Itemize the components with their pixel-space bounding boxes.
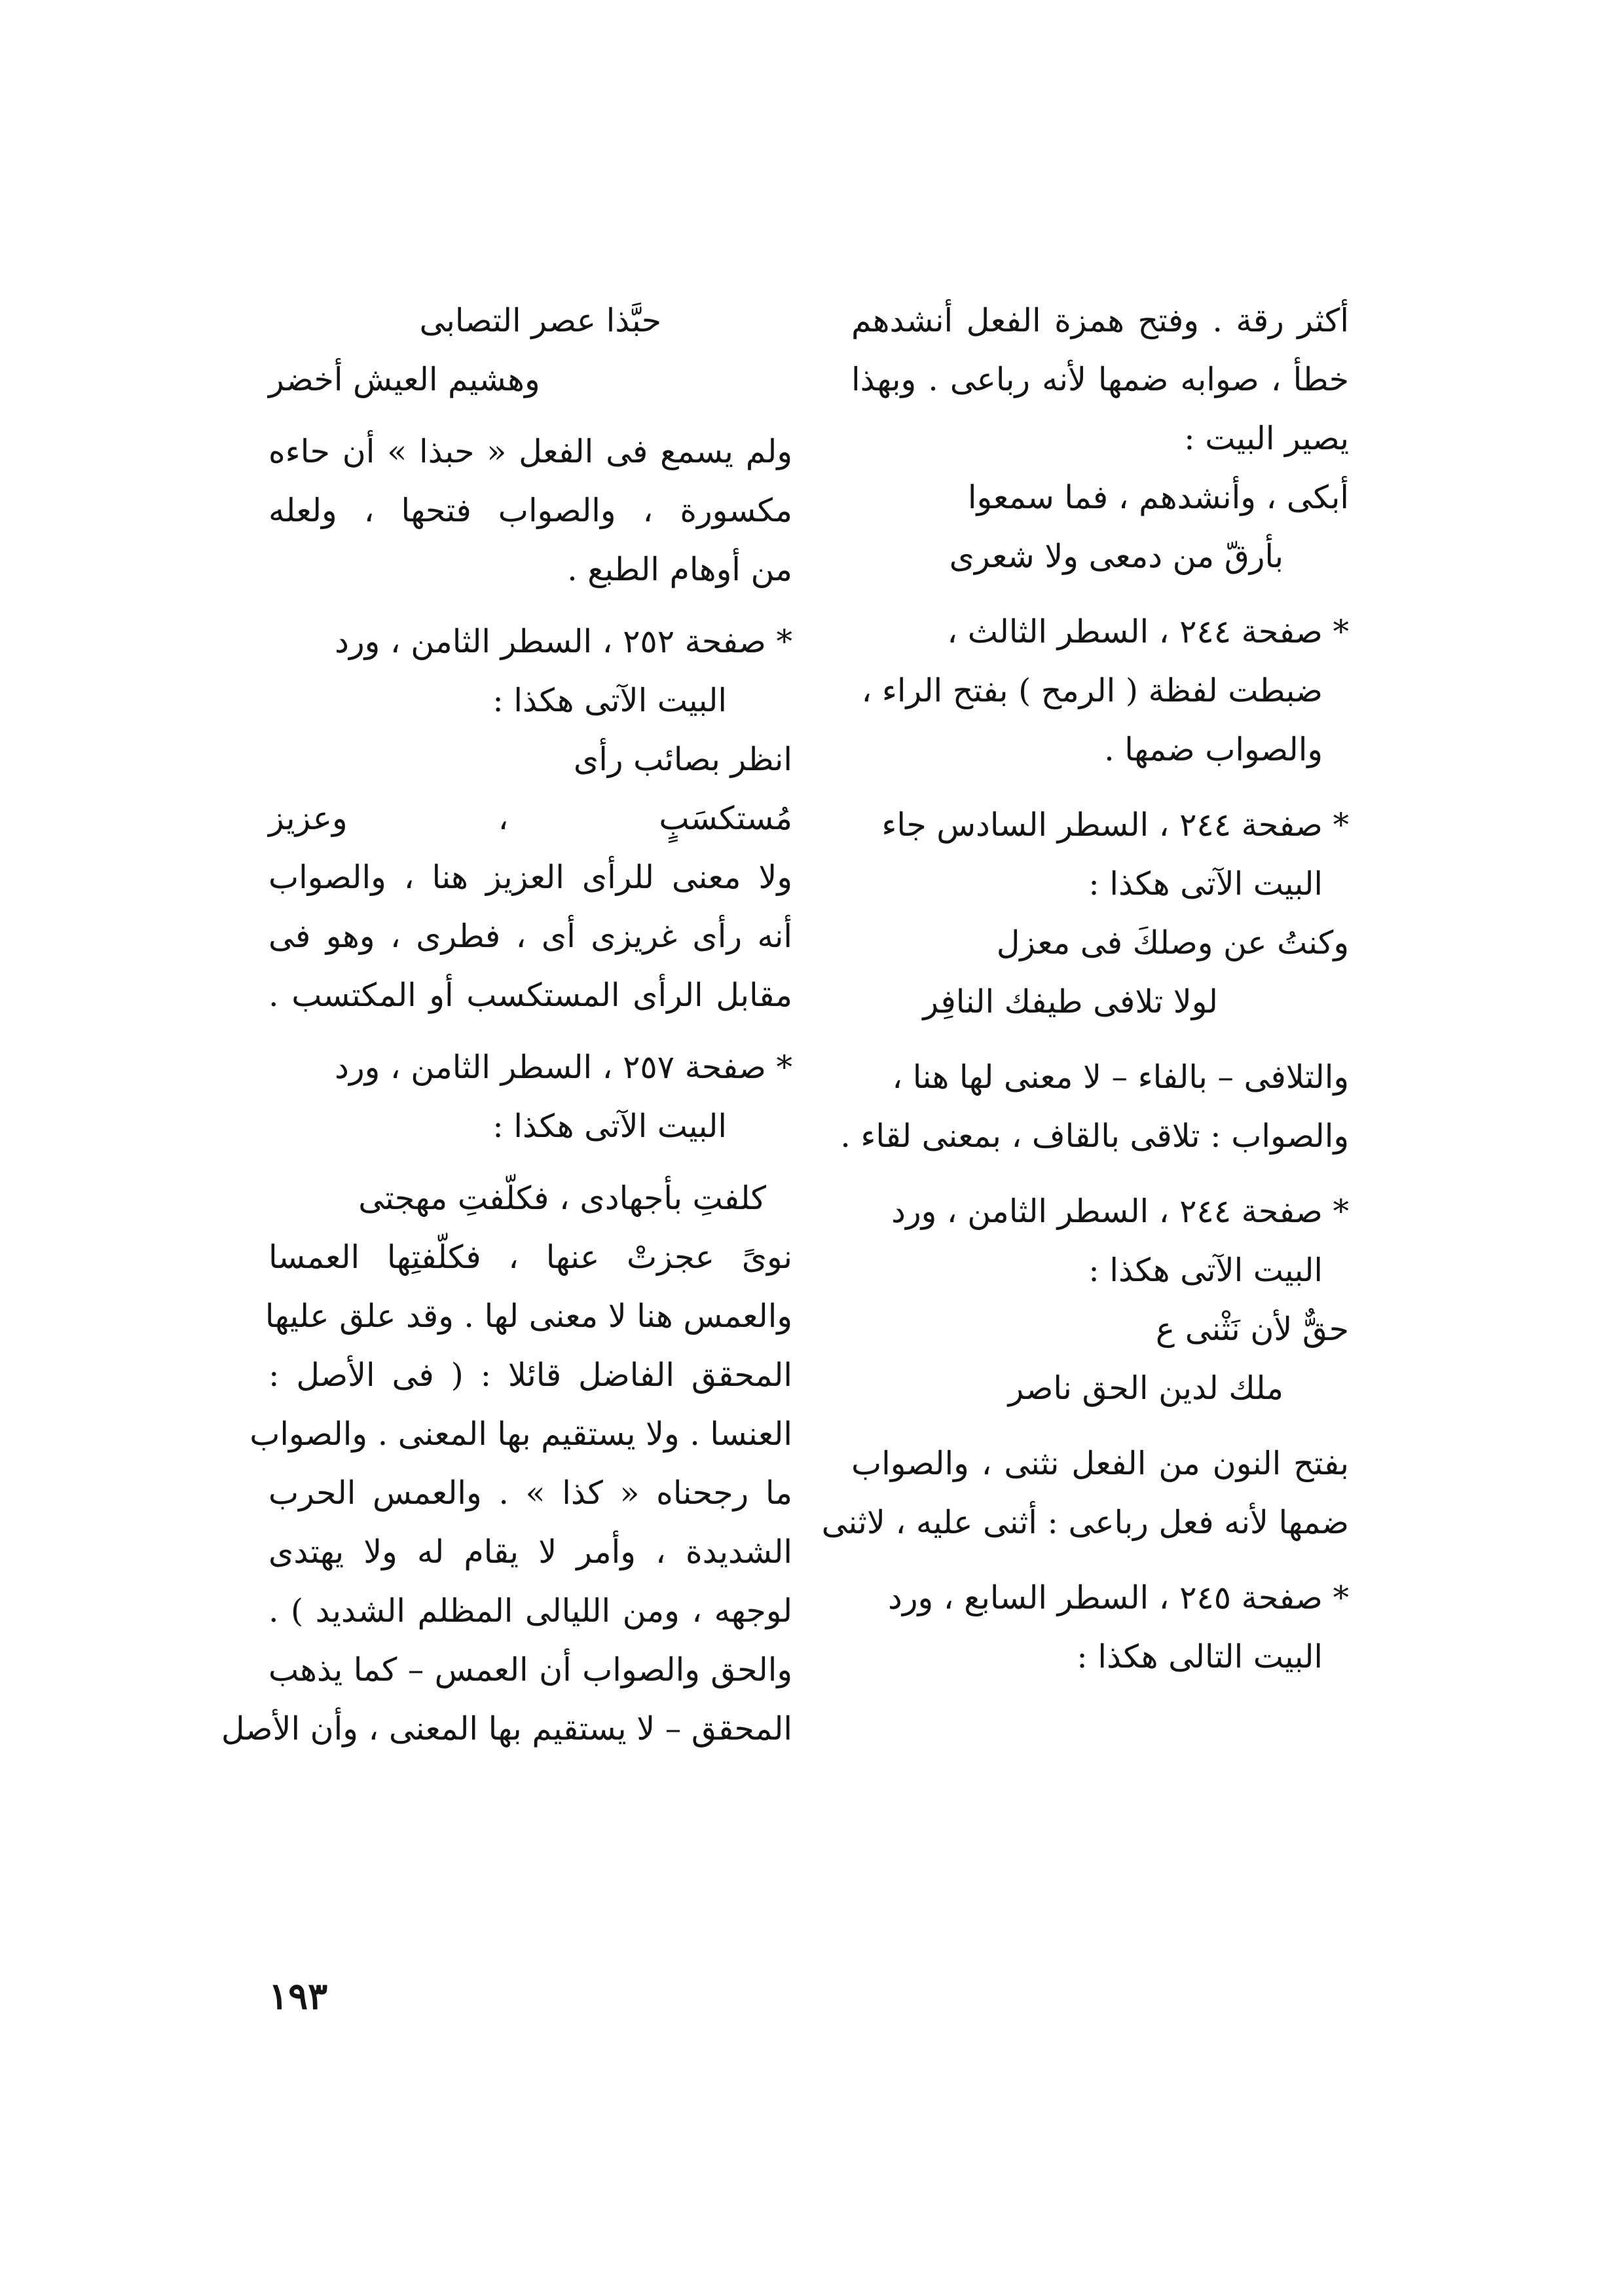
text-line: والتلافى – بالفاء – لا معنى لها هنا ، bbox=[892, 1058, 1349, 1096]
text-line: المحقق الفاضل قائلا : ( فى الأصل : bbox=[268, 1356, 792, 1394]
text-line: ولم يسمع فى الفعل « حبذا » أن حاءه bbox=[268, 433, 792, 470]
text-line: العنسا . ولا يستقيم بها المعنى . والصواب bbox=[249, 1415, 792, 1453]
text-line: والصواب ضمها . bbox=[1104, 731, 1323, 768]
text-line: والحق والصواب أن العمس – كما يذهب bbox=[268, 1651, 792, 1689]
correction-entry: * صفحة ٢٤٤ ، السطر الثامن ، ورد bbox=[891, 1193, 1349, 1230]
correction-entry: * صفحة ٢٥٢ ، السطر الثامن ، ورد bbox=[335, 623, 792, 660]
verse-hemistich: وهشيم العيش أخضر bbox=[268, 361, 540, 398]
text-line: الشديدة ، وأمر لا يقام له ولا يهتدى bbox=[268, 1533, 792, 1571]
text-line: ضمها لأنه فعل رباعى : أثنى عليه ، لاثنى bbox=[821, 1504, 1349, 1541]
verse-hemistich: وكنتُ عن وصلكَ فى معزل bbox=[996, 924, 1349, 961]
text-line: البيت التالى هكذا : bbox=[1077, 1638, 1323, 1675]
text-line: خطأ ، صوابه ضمها لأنه رباعى . وبهذا bbox=[851, 361, 1349, 398]
text-line: من أوهام الطبع . bbox=[567, 551, 792, 588]
text-line: يصير البيت : bbox=[1184, 420, 1349, 457]
text-line: ضبطت لفظة ( الرمح ) بفتح الراء ، bbox=[861, 672, 1323, 709]
verse-hemistich: أبكى ، وأنشدهم ، فما سمعوا bbox=[967, 479, 1349, 516]
correction-entry: * صفحة ٢٤٤ ، السطر الثالث ، bbox=[947, 613, 1349, 650]
text-line: مقابل الرأى المستكسب أو المكتسب . bbox=[268, 977, 792, 1014]
verse-hemistich: انظر بصائب رأى bbox=[573, 741, 792, 778]
text-line: ولا معنى للرأى العزيز هنا ، والصواب bbox=[268, 859, 792, 896]
text-line: المحقق – لا يستقيم بها المعنى ، وأن الأصل bbox=[221, 1710, 792, 1747]
text-line: البيت الآتى هكذا : bbox=[1088, 1252, 1323, 1289]
text-line: بفتح النون من الفعل نثنى ، والصواب bbox=[851, 1445, 1349, 1482]
correction-entry: * صفحة ٢٤٥ ، السطر السابع ، ورد bbox=[888, 1579, 1349, 1616]
correction-entry: * صفحة ٢٥٧ ، السطر الثامن ، ورد bbox=[335, 1049, 792, 1086]
verse-hemistich: ملك لدين الحق ناصر bbox=[1008, 1370, 1283, 1407]
text-line: والصواب : تلاقى بالقاف ، بمعنى لقاء . bbox=[840, 1117, 1349, 1155]
text-line: لوجهه ، ومن الليالى المظلم الشديد ) . bbox=[268, 1592, 792, 1630]
text-line: البيت الآتى هكذا : bbox=[1088, 865, 1323, 903]
text-line: ما رجحناه « كذا » . والعمس الحرب bbox=[268, 1474, 792, 1512]
verse-hemistich: لولا تلافى طيفك النافِر bbox=[923, 983, 1218, 1020]
text-line: البيت الآتى هكذا : bbox=[492, 1108, 727, 1145]
correction-entry: * صفحة ٢٤٤ ، السطر السادس جاء bbox=[881, 806, 1349, 844]
text-line: البيت الآتى هكذا : bbox=[492, 682, 727, 719]
text-line: والعمس هنا لا معنى لها . وقد علق عليها bbox=[265, 1297, 792, 1335]
verse-hemistich: بأرقّ من دمعى ولا شعرى bbox=[949, 538, 1283, 575]
verse-hemistich: كلفتِ بأجهادى ، فكلّفتِ مهجتى bbox=[358, 1180, 766, 1217]
text-line: أنه رأى غريزى أى ، فطرى ، وهو فى bbox=[268, 918, 792, 955]
verse-hemistich: مُستكسَبٍ ، وعزيز bbox=[268, 800, 792, 837]
verse-hemistich: نوىً عجزتْ عنها ، فكلّفتِها العمسا bbox=[268, 1239, 792, 1276]
verse-hemistich: حقٌّ لأن نَثْنى ع bbox=[1155, 1311, 1349, 1348]
text-line: أكثر رقة . وفتح همزة الفعل أنشدهم bbox=[851, 302, 1349, 339]
page-number: ١٩٣ bbox=[268, 1975, 328, 2018]
verse-hemistich: حبَّذا عصر التصابى bbox=[419, 302, 661, 339]
text-line: مكسورة ، والصواب فتحها ، ولعله bbox=[268, 492, 792, 529]
